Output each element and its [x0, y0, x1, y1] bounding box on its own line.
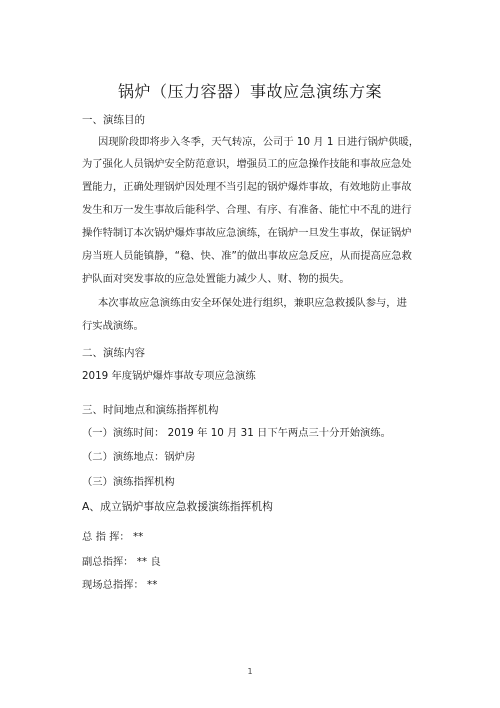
paragraph-line: 护队面对突发事故的应急处置能力减少人、财、物的损失。 — [82, 273, 350, 285]
paragraph-line: 因现阶段即将步入冬季，天气转凉，公司于 10 月 1 日进行锅炉供暖， — [98, 136, 420, 148]
paragraph-line: 行实战演练。 — [82, 320, 144, 332]
paragraph-line: （一）演练时间： 2019 年 10 月 31 日下午两点三十分开始演练。 — [82, 427, 391, 439]
paragraph-line: A、成立锅炉事故应急救援演练指挥机构 — [82, 500, 273, 513]
paragraph-line: 房当班人员能镇静，“稳、快、准”的做出事故应急反应，从而提高应急救 — [82, 250, 412, 262]
section-heading-purpose: 一、演练目的 — [82, 114, 145, 126]
paragraph-line: 为了强化人员锅炉安全防范意识，增强员工的应急操作技能和事故应急处 — [82, 158, 412, 170]
paragraph-line: 副总指挥： ** 良 — [82, 556, 161, 568]
page-number: 1 — [247, 667, 253, 676]
paragraph-line: 现场总指挥： ** — [82, 579, 158, 591]
document-title: 锅炉（压力容器）事故应急演练方案 — [117, 82, 382, 101]
paragraph-line: （二）演练地点：锅炉房 — [82, 451, 196, 463]
section-heading-time-place: 三、时间地点和演练指挥机构 — [82, 404, 219, 416]
paragraph-line: 本次事故应急演练由安全环保处进行组织，兼职应急救援队参与，进 — [98, 297, 407, 309]
paragraph-line: 置能力，正确处理锅炉因处理不当引起的锅炉爆炸事故，有效地防止事故 — [82, 181, 412, 193]
paragraph-line: 操作特制订本次锅炉爆炸事故应急演练，在锅炉一旦发生事故，保证锅炉 — [82, 227, 412, 239]
paragraph-line: 总 指 挥： ** — [82, 531, 144, 543]
paragraph-line: （三）演练指挥机构 — [82, 476, 175, 488]
paragraph-line: 发生和万一发生事故后能科学、合理、有序、有准备、能忙中不乱的进行 — [82, 204, 412, 216]
paragraph-line: 2019 年度锅炉爆炸事故专项应急演练 — [82, 370, 256, 382]
section-heading-content: 二、演练内容 — [82, 347, 145, 359]
